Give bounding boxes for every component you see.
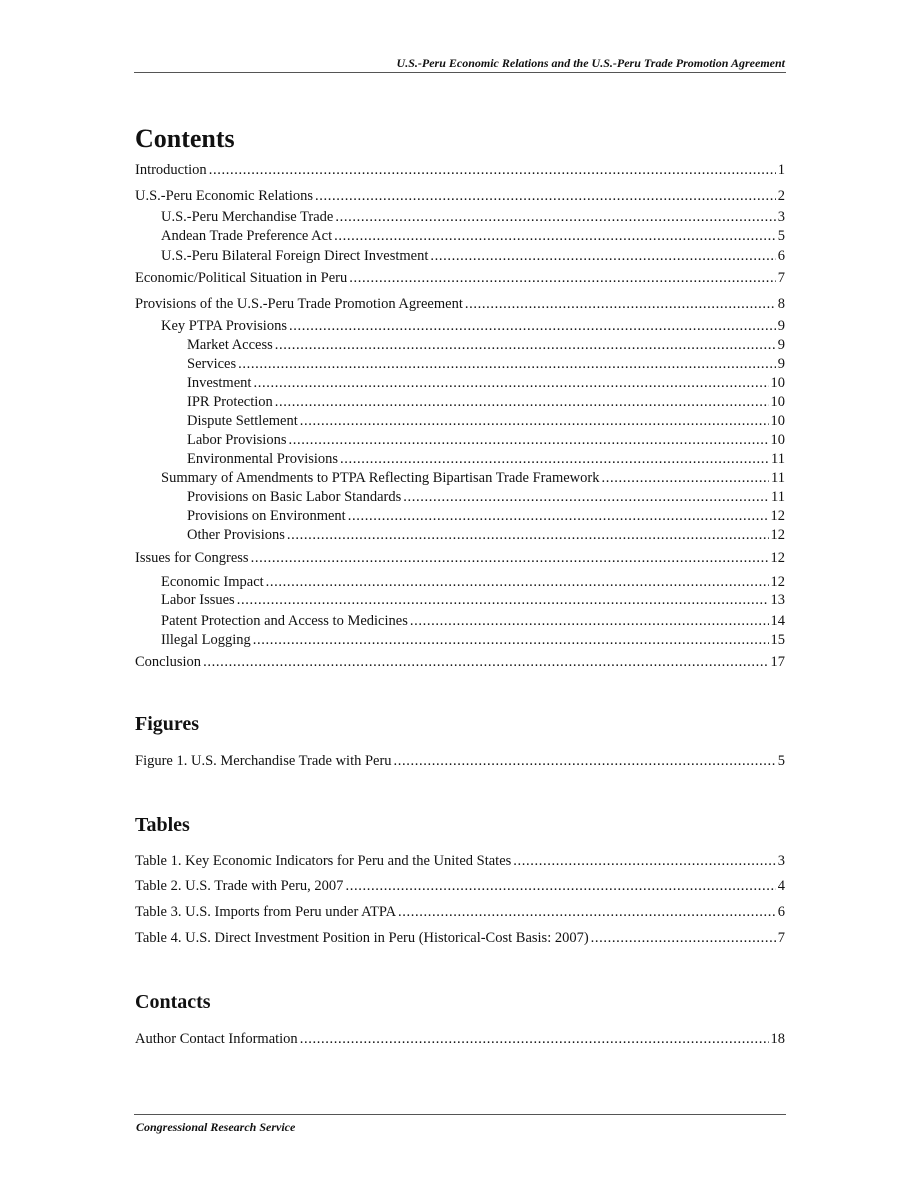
footer-divider bbox=[134, 1114, 786, 1115]
dot-leader bbox=[237, 591, 769, 609]
toc-entry-page: 11 bbox=[771, 489, 785, 505]
toc-entry-page: 6 bbox=[777, 904, 785, 920]
toc-entry[interactable] bbox=[161, 247, 785, 265]
toc-entry-title: Andean Trade Preference Act bbox=[161, 228, 333, 244]
dot-leader bbox=[410, 612, 769, 630]
toc-entry-page: 6 bbox=[777, 248, 785, 264]
toc-entry-page: 3 bbox=[777, 209, 785, 225]
toc-entry-page: 14 bbox=[770, 613, 785, 629]
toc-entry-title: Patent Protection and Access to Medicines bbox=[161, 613, 408, 629]
toc-entry[interactable] bbox=[161, 227, 785, 245]
dot-leader bbox=[288, 431, 768, 449]
header-divider bbox=[134, 72, 786, 73]
dot-leader bbox=[275, 393, 769, 411]
toc-entry[interactable] bbox=[161, 317, 785, 335]
dot-leader bbox=[403, 488, 769, 506]
toc-entry-page: 12 bbox=[770, 527, 785, 543]
toc-entry-title: U.S.-Peru Economic Relations bbox=[135, 188, 314, 204]
toc-entry-page: 10 bbox=[770, 413, 785, 429]
toc-entry[interactable] bbox=[135, 903, 785, 921]
toc-entry-title: Table 2. U.S. Trade with Peru, 2007 bbox=[135, 878, 344, 894]
toc-entry[interactable] bbox=[187, 488, 785, 506]
dot-leader bbox=[253, 374, 768, 392]
dot-leader bbox=[315, 187, 776, 205]
toc-entry-page: 15 bbox=[770, 632, 785, 648]
toc-entry-title: Economic/Political Situation in Peru bbox=[135, 270, 348, 286]
toc-entry-page: 17 bbox=[770, 654, 785, 670]
toc-entry-page: 10 bbox=[770, 394, 785, 410]
toc-entry[interactable] bbox=[161, 591, 785, 609]
toc-entry[interactable] bbox=[135, 549, 785, 567]
dot-leader bbox=[591, 929, 776, 947]
toc-entry[interactable] bbox=[135, 187, 785, 205]
toc-entry[interactable] bbox=[135, 929, 785, 947]
toc-entry-title: Key PTPA Provisions bbox=[161, 318, 287, 334]
toc-entry[interactable] bbox=[161, 612, 785, 630]
toc-entry-page: 13 bbox=[770, 592, 785, 608]
dot-leader bbox=[253, 631, 769, 649]
toc-entry-title: Illegal Logging bbox=[161, 632, 251, 648]
contacts-heading: Contacts bbox=[135, 991, 211, 1013]
toc-entry-title: Author Contact Information bbox=[135, 1031, 298, 1047]
toc-entry[interactable] bbox=[187, 336, 785, 354]
toc-entry-page: 11 bbox=[771, 470, 785, 486]
toc-entry-title: Table 4. U.S. Direct Investment Position in Peru (Historical-Cost Basis: 2007) bbox=[135, 930, 589, 946]
toc-entry-title: Dispute Settlement bbox=[187, 413, 298, 429]
dot-leader bbox=[289, 317, 776, 335]
toc-entry[interactable] bbox=[187, 450, 785, 468]
toc-entry-page: 8 bbox=[777, 296, 785, 312]
toc-entry-title: Provisions of the U.S.-Peru Trade Promotion Agreement bbox=[135, 296, 463, 312]
toc-entry-title: Introduction bbox=[135, 162, 207, 178]
toc-entry[interactable] bbox=[187, 374, 785, 392]
dot-leader bbox=[287, 526, 769, 544]
toc-entry-title: Table 1. Key Economic Indicators for Peru and the United States bbox=[135, 853, 512, 869]
dot-leader bbox=[513, 852, 775, 870]
toc-entry-title: Provisions on Environment bbox=[187, 508, 346, 524]
toc-entry-title: Market Access bbox=[187, 337, 273, 353]
toc-entry-title: IPR Protection bbox=[187, 394, 273, 410]
figures-heading: Figures bbox=[135, 713, 200, 735]
dot-leader bbox=[300, 1030, 769, 1048]
toc-entry-title: Services bbox=[187, 356, 237, 372]
dot-leader bbox=[251, 549, 769, 567]
toc-entry[interactable] bbox=[135, 295, 785, 313]
toc-entry-page: 3 bbox=[777, 853, 785, 869]
toc-entry-title: Summary of Amendments to PTPA Reflecting Bipartisan Trade Framework bbox=[161, 470, 600, 486]
toc-entry[interactable] bbox=[135, 852, 785, 870]
dot-leader bbox=[300, 412, 769, 430]
toc-entry-page: 10 bbox=[770, 432, 785, 448]
toc-entry-title: U.S.-Peru Bilateral Foreign Direct Investment bbox=[161, 248, 429, 264]
dot-leader bbox=[340, 450, 769, 468]
dot-leader bbox=[601, 469, 769, 487]
toc-entry-page: 12 bbox=[770, 508, 785, 524]
toc-entry[interactable] bbox=[135, 161, 785, 179]
toc-entry-title: Conclusion bbox=[135, 654, 202, 670]
dot-leader bbox=[465, 295, 776, 313]
running-header: U.S.-Peru Economic Relations and the U.S.-Peru Trade Promotion Agreement bbox=[396, 56, 785, 70]
dot-leader bbox=[203, 653, 768, 671]
dot-leader bbox=[348, 507, 769, 525]
toc-entry[interactable] bbox=[135, 752, 785, 770]
toc-entry[interactable] bbox=[187, 507, 785, 525]
toc-entry-page: 9 bbox=[777, 337, 785, 353]
toc-entry-page: 5 bbox=[777, 228, 785, 244]
toc-entry-page: 12 bbox=[770, 574, 785, 590]
toc-entry[interactable] bbox=[187, 412, 785, 430]
toc-entry[interactable] bbox=[135, 1030, 785, 1048]
toc-entry-title: U.S.-Peru Merchandise Trade bbox=[161, 209, 334, 225]
toc-entry-title: Labor Issues bbox=[161, 592, 235, 608]
toc-entry-title: Figure 1. U.S. Merchandise Trade with Peru bbox=[135, 753, 392, 769]
dot-leader bbox=[335, 208, 775, 226]
toc-entry-title: Issues for Congress bbox=[135, 550, 249, 566]
dot-leader bbox=[430, 247, 775, 265]
toc-entry-page: 10 bbox=[770, 375, 785, 391]
toc-entry-title: Environmental Provisions bbox=[187, 451, 339, 467]
toc-entry[interactable] bbox=[135, 269, 785, 287]
toc-entry[interactable] bbox=[135, 877, 785, 895]
dot-leader bbox=[334, 227, 776, 245]
toc-entry[interactable] bbox=[161, 631, 785, 649]
toc-entry[interactable] bbox=[187, 526, 785, 544]
toc-entry[interactable] bbox=[161, 469, 785, 487]
toc-entry[interactable] bbox=[135, 653, 785, 671]
toc-entry-page: 9 bbox=[777, 356, 785, 372]
toc-entry-page: 2 bbox=[777, 188, 785, 204]
dot-leader bbox=[266, 573, 769, 591]
dot-leader bbox=[209, 161, 776, 179]
toc-entry[interactable] bbox=[187, 355, 785, 373]
toc-entry-page: 9 bbox=[777, 318, 785, 334]
dot-leader bbox=[345, 877, 775, 895]
dot-leader bbox=[238, 355, 776, 373]
dot-leader bbox=[349, 269, 776, 287]
running-footer: Congressional Research Service bbox=[136, 1120, 296, 1134]
toc-entry-title: Investment bbox=[187, 375, 252, 391]
dot-leader bbox=[275, 336, 776, 354]
contents-heading: Contents bbox=[135, 124, 235, 153]
toc-entry[interactable] bbox=[187, 431, 785, 449]
dot-leader bbox=[398, 903, 776, 921]
tables-heading: Tables bbox=[135, 814, 190, 836]
toc-entry-page: 4 bbox=[777, 878, 785, 894]
toc-entry-title: Economic Impact bbox=[161, 574, 264, 590]
toc-entry[interactable] bbox=[161, 573, 785, 591]
toc-entry-page: 12 bbox=[770, 550, 785, 566]
toc-entry-title: Labor Provisions bbox=[187, 432, 287, 448]
toc-entry-page: 11 bbox=[771, 451, 785, 467]
toc-entry-page: 1 bbox=[777, 162, 785, 178]
toc-entry-title: Table 3. U.S. Imports from Peru under ATPA bbox=[135, 904, 397, 920]
dot-leader bbox=[394, 752, 776, 770]
toc-entry[interactable] bbox=[161, 208, 785, 226]
toc-entry-page: 7 bbox=[777, 270, 785, 286]
toc-entry-page: 18 bbox=[770, 1031, 785, 1047]
toc-entry-page: 7 bbox=[777, 930, 785, 946]
toc-entry-title: Provisions on Basic Labor Standards bbox=[187, 489, 402, 505]
toc-entry-page: 5 bbox=[777, 753, 785, 769]
toc-entry[interactable] bbox=[187, 393, 785, 411]
toc-entry-title: Other Provisions bbox=[187, 527, 285, 543]
